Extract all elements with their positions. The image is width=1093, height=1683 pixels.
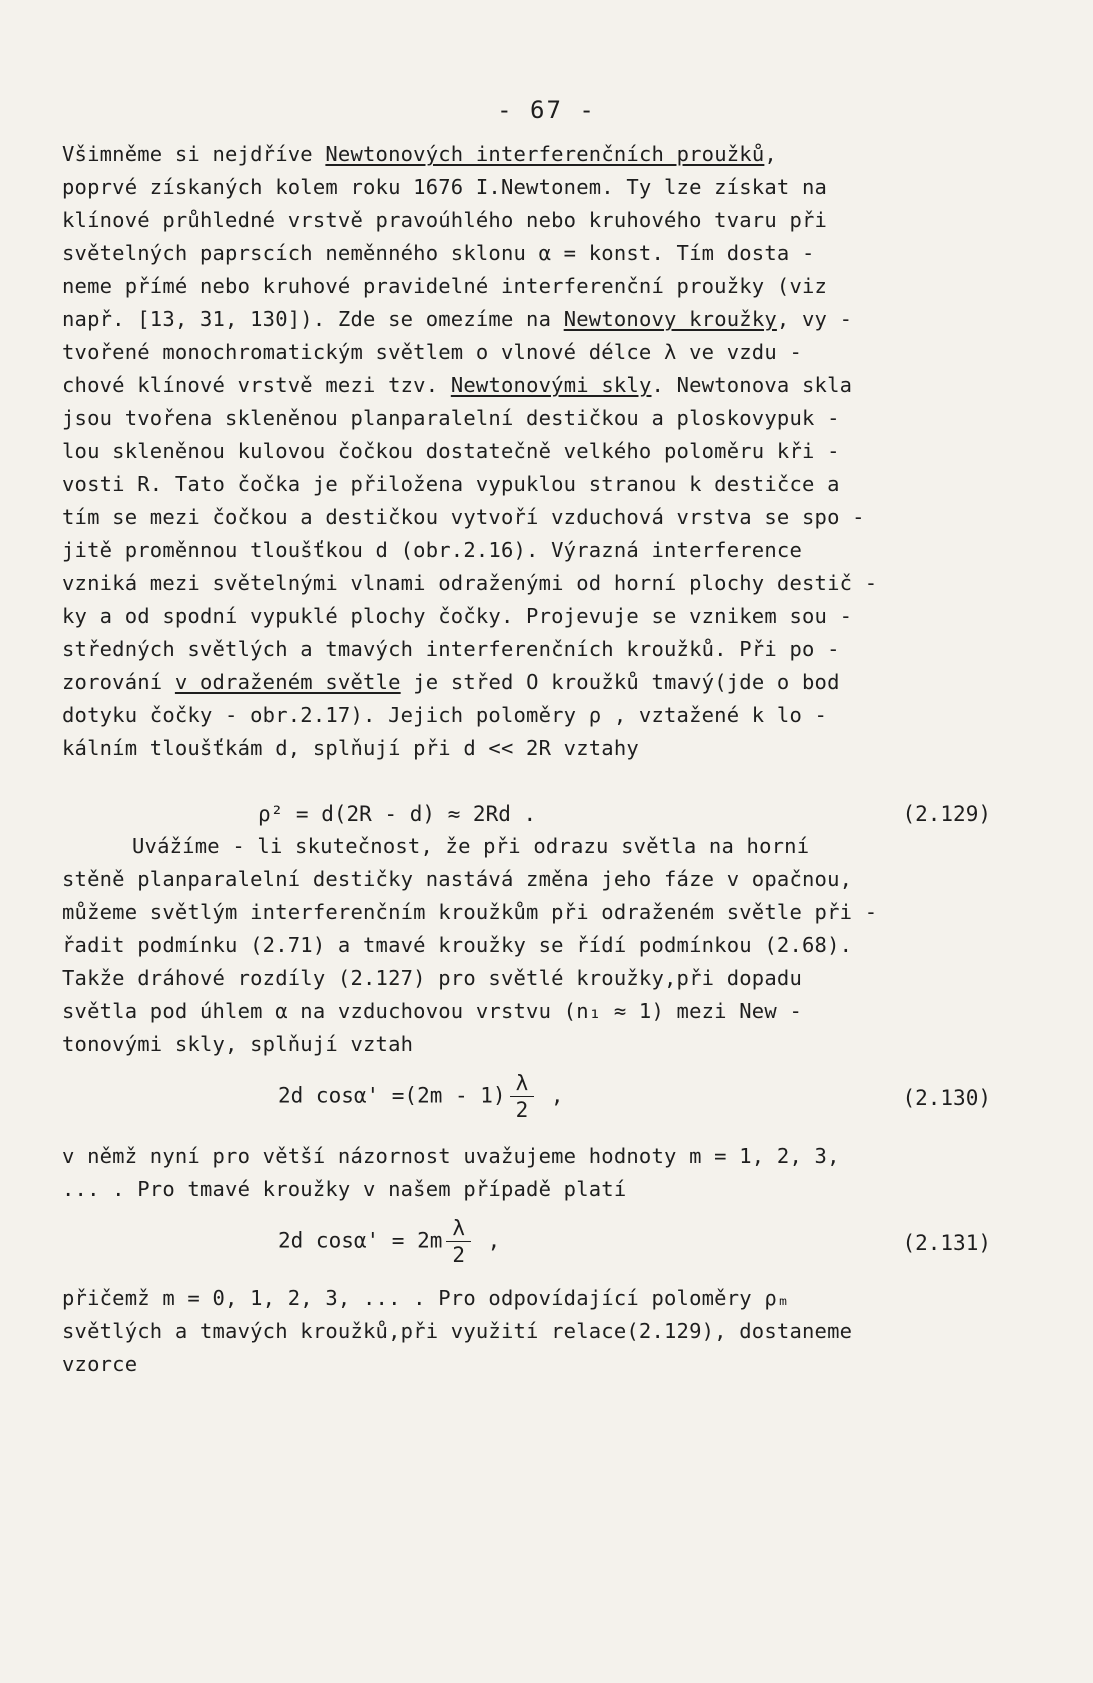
- text-line: kálním tloušťkám d, splňují při d << 2R vztahy: [62, 736, 639, 760]
- text-line: neme přímé nebo kruhové pravidelné interferenční proužky (viz: [62, 274, 828, 298]
- text-line: přičemž m = 0, 1, 2, 3, ... . Pro odpovídající poloměry ρₘ: [62, 1286, 790, 1310]
- underlined-term: v odraženém světle: [174, 670, 401, 694]
- text-line: klínové průhledné vrstvě pravoúhlého nebo kruhového tvaru při: [62, 208, 828, 232]
- text-line: Všimněme si nejdříve Newtonových interferenčních proužků,: [62, 142, 777, 166]
- text-line: tonovými skly, splňují vztah: [62, 1032, 414, 1056]
- text-line: vosti R. Tato čočka je přiložena vypuklou stranou k destičce a: [62, 472, 840, 496]
- text-line: v němž nyní pro větší názornost uvažujeme hodnoty m = 1, 2, 3,: [62, 1144, 840, 1168]
- text-line: středných světlých a tmavých interferenčních kroužků. Při po -: [62, 637, 840, 661]
- text-line: Uvážíme - li skutečnost, že při odrazu světla na horní: [132, 834, 810, 858]
- equation-number: (2.130): [902, 1086, 991, 1110]
- text-line: světla pod úhlem α na vzduchovou vrstvu (n₁ ≈ 1) mezi New -: [62, 999, 802, 1023]
- equation-2-130: [0, 1070, 1093, 1130]
- text-line: tím se mezi čočkou a destičkou vytvoří vzduchová vrstva se spo -: [62, 505, 865, 529]
- underlined-term: Newtonovy kroužky: [563, 307, 777, 331]
- paragraph-3: [62, 1140, 1037, 1206]
- text-line: světelných paprscích neměnného sklonu α = konst. Tím dosta -: [62, 241, 815, 265]
- text-line: Takže dráhové rozdíly (2.127) pro světlé kroužky,při dopadu: [62, 966, 802, 990]
- fraction: $\frac{\lambda}{2}$: [446, 1215, 471, 1268]
- paragraph-1: [62, 138, 1037, 765]
- equation-number: (2.131): [902, 1231, 991, 1255]
- text-line: lou skleněnou kulovou čočkou dostatečně velkého poloměru kři -: [62, 439, 840, 463]
- text-line: poprvé získaných kolem roku 1676 I.Newtonem. Ty lze získat na: [62, 175, 828, 199]
- text-line: ky a od spodní vypuklé plochy čočky. Projevuje se vznikem sou -: [62, 604, 853, 628]
- text-line: vzorce: [62, 1352, 138, 1376]
- paragraph-4: [62, 1282, 1037, 1381]
- text-line: tvořené monochromatickým světlem o vlnové délce λ ve vzdu -: [62, 340, 802, 364]
- text-line: zorování v odraženém světle je střed O kroužků tmavý(jde o bod: [62, 670, 840, 694]
- text-line: jsou tvořena skleněnou planparalelní destičkou a ploskovypuk -: [62, 406, 840, 430]
- text-line: stěně planparalelní destičky nastává změna jeho fáze v opačnou,: [62, 867, 853, 891]
- equation-body: ρ² = d(2R - d) ≈ 2Rd .: [258, 802, 537, 826]
- equation-body: 2d cosα' =(2m - 1) $\frac{\lambda}{2}$ ,: [278, 1071, 564, 1122]
- text-line: můžeme světlým interferenčním kroužkům při odraženém světle při -: [62, 900, 878, 924]
- text-line: světlých a tmavých kroužků,při využití relace(2.129), dostaneme: [62, 1319, 853, 1343]
- text-line: chové klínové vrstvě mezi tzv. Newtonovými skly. Newtonova skla: [62, 373, 853, 397]
- underlined-term: Newtonovými skly: [450, 373, 652, 397]
- text-line: řadit podmínku (2.71) a tmavé kroužky se řídí podmínkou (2.68).: [62, 933, 853, 957]
- text-line: vzniká mezi světelnými vlnami odraženými od horní plochy destič -: [62, 571, 878, 595]
- paragraph-2: [62, 830, 1037, 1061]
- equation-number: (2.129): [902, 802, 991, 826]
- text-line: dotyku čočky - obr.2.17). Jejich poloměry ρ , vztažené k lo -: [62, 703, 828, 727]
- text-line: jitě proměnnou tloušťkou d (obr.2.16). Výrazná interference: [62, 538, 802, 562]
- page-number: - 67 -: [497, 96, 596, 124]
- text-line: ... . Pro tmavé kroužky v našem případě platí: [62, 1177, 627, 1201]
- equation-body: 2d cosα' = 2m $\frac{\lambda}{2}$ ,: [278, 1216, 501, 1267]
- equation-2-131: [0, 1215, 1093, 1275]
- fraction: $\frac{\lambda}{2}$: [510, 1070, 535, 1123]
- underlined-term: Newtonových interferenčních proužků: [325, 142, 765, 166]
- text-line: např. [13, 31, 130]). Zde se omezíme na Newtonovy kroužky, vy -: [62, 307, 853, 331]
